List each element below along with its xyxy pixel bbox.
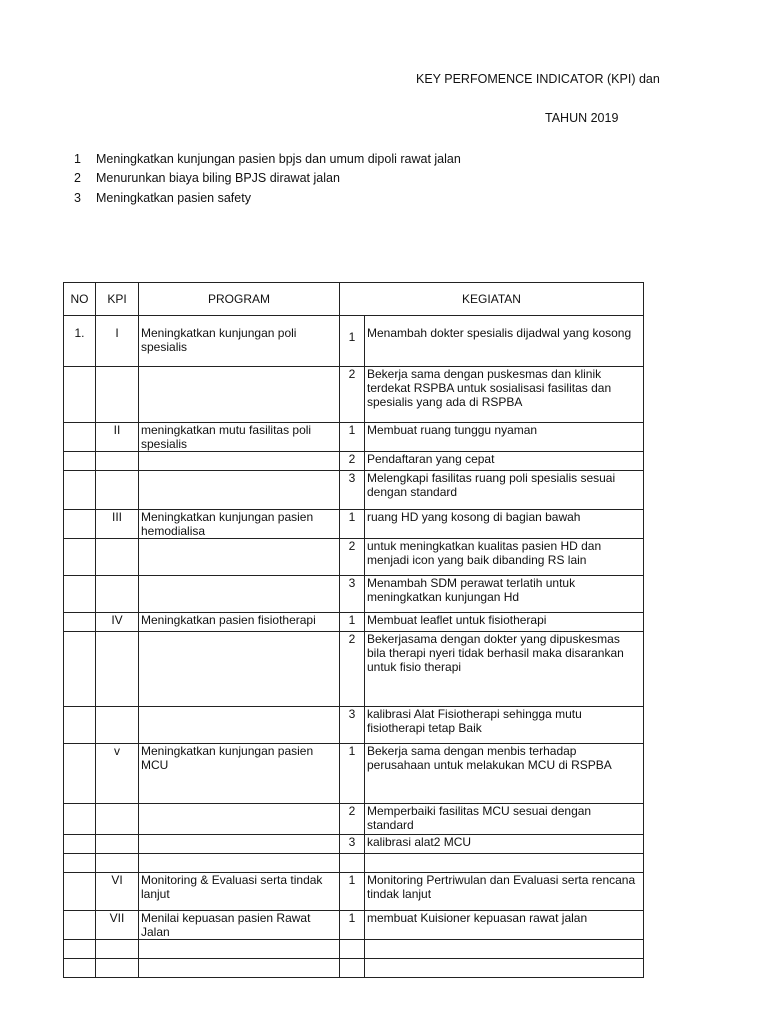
kpi-cell xyxy=(96,804,139,835)
kegiatan-cell xyxy=(365,854,644,873)
table-row xyxy=(64,707,644,744)
kegiatan-cell: Pendaftaran yang cepat xyxy=(365,452,644,471)
kegiatan-number-cell: 3 xyxy=(340,707,365,744)
table-row xyxy=(64,452,644,471)
kegiatan-cell xyxy=(365,940,644,959)
kegiatan-cell: Memperbaiki fasilitas MCU sesuai dengan standard xyxy=(365,804,644,835)
kegiatan-cell xyxy=(365,959,644,978)
goals-list xyxy=(74,149,461,208)
kegiatan-number-cell xyxy=(340,854,365,873)
kegiatan-number-cell: 1 xyxy=(340,744,365,804)
document-title: KEY PERFOMENCE INDICATOR (KPI) dan xyxy=(416,72,660,86)
kegiatan-number-cell xyxy=(340,959,365,978)
kpi-cell xyxy=(96,539,139,576)
goal-number: 3 xyxy=(74,190,81,205)
no-cell xyxy=(64,367,96,423)
table-row xyxy=(64,316,644,367)
kegiatan-number-cell: 1 xyxy=(340,911,365,940)
table-row xyxy=(64,873,644,911)
no-cell xyxy=(64,873,96,911)
kegiatan-number-cell xyxy=(340,940,365,959)
no-cell xyxy=(64,940,96,959)
no-cell xyxy=(64,854,96,873)
kegiatan-number-cell: 2 xyxy=(340,804,365,835)
table-row xyxy=(64,959,644,978)
no-cell xyxy=(64,613,96,632)
program-cell: Meningkatkan kunjungan pasien hemodialisa xyxy=(139,510,340,539)
kpi-cell: v xyxy=(96,744,139,804)
kegiatan-cell: Bekerja sama dengan menbis terhadap perusahaan untuk melakukan MCU di RSPBA xyxy=(365,744,644,804)
no-cell xyxy=(64,707,96,744)
kegiatan-cell: Membuat leaflet untuk fisiotherapi xyxy=(365,613,644,632)
kegiatan-cell: Bekerjasama dengan dokter yang dipuskesmas bila therapi nyeri tidak berhasil maka disarankan untuk fisio therapi xyxy=(365,632,644,707)
no-cell: 1. xyxy=(64,316,96,367)
table-row xyxy=(64,367,644,423)
program-cell xyxy=(139,539,340,576)
kpi-cell: III xyxy=(96,510,139,539)
kpi-cell xyxy=(96,835,139,854)
no-cell xyxy=(64,423,96,452)
program-cell xyxy=(139,632,340,707)
program-cell: Menilai kepuasan pasien Rawat Jalan xyxy=(139,911,340,940)
kegiatan-cell: Menambah dokter spesialis dijadwal yang kosong xyxy=(365,316,644,367)
goal-item xyxy=(74,188,461,208)
table-row xyxy=(64,471,644,510)
kegiatan-number-cell: 1 xyxy=(340,613,365,632)
table-row xyxy=(64,613,644,632)
kpi-cell xyxy=(96,452,139,471)
program-cell: Meningkatkan kunjungan pasien MCU xyxy=(139,744,340,804)
no-cell xyxy=(64,510,96,539)
table-body xyxy=(64,316,644,978)
table-row xyxy=(64,835,644,854)
kegiatan-number-cell: 1 xyxy=(340,423,365,452)
program-cell: Monitoring & Evaluasi serta tindak lanjut xyxy=(139,873,340,911)
header-kegiatan: KEGIATAN xyxy=(340,283,644,316)
kegiatan-cell: kalibrasi Alat Fisiotherapi sehingga mutu fisiotherapi tetap Baik xyxy=(365,707,644,744)
kpi-cell xyxy=(96,707,139,744)
kegiatan-cell: Menambah SDM perawat terlatih untuk meningkatkan kunjungan Hd xyxy=(365,576,644,613)
document-year: TAHUN 2019 xyxy=(545,111,619,125)
kpi-cell xyxy=(96,576,139,613)
table-row xyxy=(64,854,644,873)
goal-item xyxy=(74,149,461,169)
table-header-row xyxy=(64,283,644,316)
kegiatan-cell: Monitoring Pertriwulan dan Evaluasi serta rencana tindak lanjut xyxy=(365,873,644,911)
table-row xyxy=(64,940,644,959)
kegiatan-cell: membuat Kuisioner kepuasan rawat jalan xyxy=(365,911,644,940)
kpi-cell: IV xyxy=(96,613,139,632)
kpi-cell: VII xyxy=(96,911,139,940)
kegiatan-number-cell: 2 xyxy=(340,452,365,471)
kegiatan-number-cell: 3 xyxy=(340,576,365,613)
kegiatan-number-cell: 1 xyxy=(340,873,365,911)
no-cell xyxy=(64,835,96,854)
no-cell xyxy=(64,632,96,707)
kegiatan-cell: Melengkapi fasilitas ruang poli spesialis sesuai dengan standard xyxy=(365,471,644,510)
kpi-cell: II xyxy=(96,423,139,452)
no-cell xyxy=(64,452,96,471)
table-row xyxy=(64,539,644,576)
kpi-table xyxy=(63,282,644,978)
kpi-cell xyxy=(96,367,139,423)
kegiatan-cell: Membuat ruang tunggu nyaman xyxy=(365,423,644,452)
kpi-cell xyxy=(96,940,139,959)
table-row xyxy=(64,744,644,804)
program-cell xyxy=(139,367,340,423)
kegiatan-number-cell: 2 xyxy=(340,539,365,576)
table-row xyxy=(64,423,644,452)
kpi-cell: I xyxy=(96,316,139,367)
kpi-cell xyxy=(96,632,139,707)
program-cell: Meningkatkan kunjungan poli spesialis xyxy=(139,316,340,367)
kegiatan-number-cell: 2 xyxy=(340,367,365,423)
kpi-cell xyxy=(96,959,139,978)
program-cell xyxy=(139,854,340,873)
program-cell: Meningkatkan pasien fisiotherapi xyxy=(139,613,340,632)
no-cell xyxy=(64,911,96,940)
header-program: PROGRAM xyxy=(139,283,340,316)
kpi-cell xyxy=(96,854,139,873)
kegiatan-cell: ruang HD yang kosong di bagian bawah xyxy=(365,510,644,539)
goal-text: Meningkatkan kunjungan pasien bpjs dan umum dipoli rawat jalan xyxy=(96,151,461,166)
kpi-cell: VI xyxy=(96,873,139,911)
program-cell xyxy=(139,835,340,854)
no-cell xyxy=(64,539,96,576)
table-row xyxy=(64,510,644,539)
kegiatan-cell: Bekerja sama dengan puskesmas dan klinik terdekat RSPBA untuk sosialisasi fasilitas dan spesialis yang ada di RSPBA xyxy=(365,367,644,423)
kegiatan-number-cell: 1 xyxy=(340,316,365,367)
kegiatan-number-cell: 1 xyxy=(340,510,365,539)
program-cell xyxy=(139,707,340,744)
kegiatan-cell: untuk meningkatkan kualitas pasien HD dan menjadi icon yang baik dibanding RS lain xyxy=(365,539,644,576)
goal-item xyxy=(74,169,461,189)
no-cell xyxy=(64,744,96,804)
program-cell xyxy=(139,576,340,613)
table-row xyxy=(64,576,644,613)
no-cell xyxy=(64,471,96,510)
goal-number: 1 xyxy=(74,151,81,166)
program-cell xyxy=(139,959,340,978)
table-row xyxy=(64,632,644,707)
goal-number: 2 xyxy=(74,171,81,186)
kegiatan-number-cell: 2 xyxy=(340,632,365,707)
kegiatan-number-cell: 3 xyxy=(340,471,365,510)
goal-text: Meningkatkan pasien safety xyxy=(96,190,251,205)
kegiatan-cell: kalibrasi alat2 MCU xyxy=(365,835,644,854)
header-kpi: KPI xyxy=(96,283,139,316)
table-row xyxy=(64,804,644,835)
program-cell xyxy=(139,804,340,835)
no-cell xyxy=(64,576,96,613)
kegiatan-number-cell: 3 xyxy=(340,835,365,854)
goal-text: Menurunkan biaya biling BPJS dirawat jalan xyxy=(96,171,340,186)
kpi-cell xyxy=(96,471,139,510)
no-cell xyxy=(64,804,96,835)
no-cell xyxy=(64,959,96,978)
header-no: NO xyxy=(64,283,96,316)
program-cell: meningkatkan mutu fasilitas poli spesialis xyxy=(139,423,340,452)
program-cell xyxy=(139,452,340,471)
table-row xyxy=(64,911,644,940)
program-cell xyxy=(139,940,340,959)
program-cell xyxy=(139,471,340,510)
